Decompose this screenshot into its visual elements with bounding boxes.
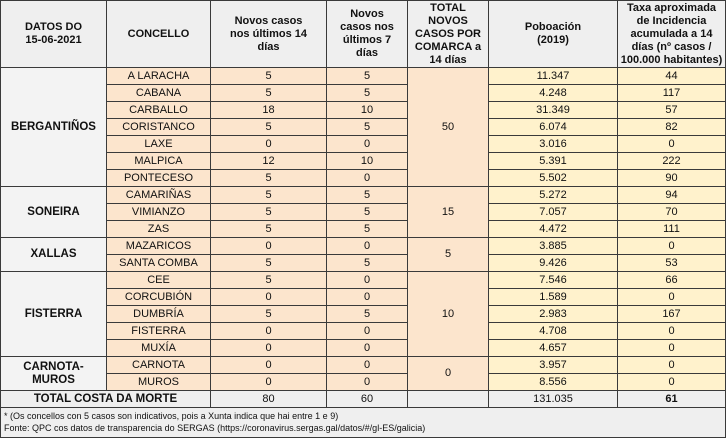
concello-name: DUMBRÍA xyxy=(107,306,211,323)
concello-name: FISTERRA xyxy=(107,323,211,340)
cases-14-days: 18 xyxy=(211,102,327,119)
cases-7-days: 5 xyxy=(327,119,408,136)
concello-name: CARBALLO xyxy=(107,102,211,119)
incidence-rate: 0 xyxy=(618,289,726,306)
concello-name: MUROS xyxy=(107,374,211,391)
table-row xyxy=(1,102,726,119)
cases-7-days: 5 xyxy=(327,306,408,323)
population: 3.016 xyxy=(489,136,618,153)
cases-14-days: 12 xyxy=(211,153,327,170)
concello-name: A LARACHA xyxy=(107,68,211,85)
cases-7-days: 0 xyxy=(327,340,408,357)
cases-7-days: 0 xyxy=(327,238,408,255)
total-cases-7: 60 xyxy=(327,391,408,408)
population: 4.248 xyxy=(489,85,618,102)
total-label: TOTAL COSTA DA MORTE xyxy=(1,391,211,408)
incidence-rate: 167 xyxy=(618,306,726,323)
cases-7-days: 5 xyxy=(327,187,408,204)
concello-name: CABANA xyxy=(107,85,211,102)
header-total-comarca: TOTAL NOVOS CASOS POR COMARCA a 14 días xyxy=(408,1,489,68)
cases-14-days: 5 xyxy=(211,119,327,136)
cases-14-days: 5 xyxy=(211,170,327,187)
population: 1.589 xyxy=(489,289,618,306)
cases-14-days: 5 xyxy=(211,272,327,289)
cases-14-days: 5 xyxy=(211,85,327,102)
table-row xyxy=(1,272,726,289)
incidence-rate: 90 xyxy=(618,170,726,187)
cases-7-days: 0 xyxy=(327,289,408,306)
cases-7-days: 0 xyxy=(327,170,408,187)
cases-14-days: 0 xyxy=(211,357,327,374)
header-cases-14: Novos casos nos últimos 14 días xyxy=(211,1,327,68)
population: 5.391 xyxy=(489,153,618,170)
table-row xyxy=(1,187,726,204)
concello-name: PONTECESO xyxy=(107,170,211,187)
cases-7-days: 5 xyxy=(327,85,408,102)
incidence-rate: 94 xyxy=(618,187,726,204)
source-note: Fonte: QPC cos datos de transparencia do SERGAS (https://coronavirus.sergas.gal/datos/#/gl-ES/galicia) xyxy=(4,423,426,433)
population: 6.074 xyxy=(489,119,618,136)
footnote: * (Os concellos con 5 casos son indicativos, pois a Xunta indica que hai entre 1 e 9) xyxy=(4,411,339,421)
population: 2.983 xyxy=(489,306,618,323)
table-row xyxy=(1,170,726,187)
cases-14-days: 5 xyxy=(211,255,327,272)
cases-7-days: 0 xyxy=(327,374,408,391)
cases-14-days: 5 xyxy=(211,68,327,85)
total-population: 131.035 xyxy=(489,391,618,408)
incidence-rate: 0 xyxy=(618,238,726,255)
table-row xyxy=(1,306,726,323)
table-row xyxy=(1,255,726,272)
incidence-rate: 70 xyxy=(618,204,726,221)
incidence-rate: 82 xyxy=(618,119,726,136)
cases-14-days: 0 xyxy=(211,374,327,391)
comarca-name: XALLAS xyxy=(1,238,107,272)
concello-name: CEE xyxy=(107,272,211,289)
comarca-total: 0 xyxy=(408,357,489,391)
header-row xyxy=(1,1,726,68)
incidence-rate: 66 xyxy=(618,272,726,289)
total-row xyxy=(1,391,726,408)
population: 4.472 xyxy=(489,221,618,238)
table-body xyxy=(1,68,726,391)
total-cases-14: 80 xyxy=(211,391,327,408)
cases-7-days: 5 xyxy=(327,204,408,221)
concello-name: ZAS xyxy=(107,221,211,238)
total-comarca-empty xyxy=(408,391,489,408)
cases-14-days: 5 xyxy=(211,306,327,323)
cases-14-days: 5 xyxy=(211,221,327,238)
cases-7-days: 0 xyxy=(327,136,408,153)
table-row xyxy=(1,153,726,170)
incidence-rate: 53 xyxy=(618,255,726,272)
table-row xyxy=(1,238,726,255)
notes-row xyxy=(1,408,726,438)
cases-7-days: 10 xyxy=(327,102,408,119)
notes-cell xyxy=(1,408,726,438)
incidence-rate: 0 xyxy=(618,323,726,340)
table-row xyxy=(1,204,726,221)
population: 8.556 xyxy=(489,374,618,391)
population: 3.957 xyxy=(489,357,618,374)
comarca-total: 15 xyxy=(408,187,489,238)
population: 4.657 xyxy=(489,340,618,357)
header-cases-7: Novos casos nos últimos 7 días xyxy=(327,1,408,68)
cases-14-days: 0 xyxy=(211,238,327,255)
incidence-rate: 0 xyxy=(618,357,726,374)
comarca-name: BERGANTIÑOS xyxy=(1,68,107,187)
incidence-rate: 0 xyxy=(618,374,726,391)
concello-name: CARNOTA xyxy=(107,357,211,374)
concello-name: VIMIANZO xyxy=(107,204,211,221)
concello-name: MAZARICOS xyxy=(107,238,211,255)
cases-7-days: 0 xyxy=(327,272,408,289)
concello-name: CAMARIÑAS xyxy=(107,187,211,204)
concello-name: MALPICA xyxy=(107,153,211,170)
table-row xyxy=(1,68,726,85)
population: 31.349 xyxy=(489,102,618,119)
table-row xyxy=(1,289,726,306)
concello-name: SANTA COMBA xyxy=(107,255,211,272)
cases-7-days: 0 xyxy=(327,323,408,340)
table-row xyxy=(1,221,726,238)
population: 7.057 xyxy=(489,204,618,221)
cases-14-days: 5 xyxy=(211,187,327,204)
comarca-name: CARNOTA-MUROS xyxy=(1,357,107,391)
cases-14-days: 0 xyxy=(211,136,327,153)
comarca-total: 10 xyxy=(408,272,489,357)
comarca-name: FISTERRA xyxy=(1,272,107,357)
total-rate: 61 xyxy=(618,391,726,408)
incidence-rate: 0 xyxy=(618,136,726,153)
population: 7.546 xyxy=(489,272,618,289)
comarca-total: 5 xyxy=(408,238,489,272)
table-row xyxy=(1,340,726,357)
cases-7-days: 5 xyxy=(327,255,408,272)
concello-name: CORISTANCO xyxy=(107,119,211,136)
comarca-total: 50 xyxy=(408,68,489,187)
population: 5.272 xyxy=(489,187,618,204)
table-row xyxy=(1,136,726,153)
cases-7-days: 10 xyxy=(327,153,408,170)
population: 4.708 xyxy=(489,323,618,340)
table-row xyxy=(1,374,726,391)
header-population: Poboación (2019) xyxy=(489,1,618,68)
cases-14-days: 0 xyxy=(211,340,327,357)
population: 9.426 xyxy=(489,255,618,272)
cases-14-days: 0 xyxy=(211,323,327,340)
incidence-rate: 117 xyxy=(618,85,726,102)
incidence-rate: 111 xyxy=(618,221,726,238)
incidence-rate: 222 xyxy=(618,153,726,170)
concello-name: LAXE xyxy=(107,136,211,153)
incidence-rate: 0 xyxy=(618,340,726,357)
table-row xyxy=(1,85,726,102)
cases-14-days: 0 xyxy=(211,289,327,306)
cases-7-days: 0 xyxy=(327,357,408,374)
comarca-name: SONEIRA xyxy=(1,187,107,238)
table-row xyxy=(1,119,726,136)
header-concello: CONCELLO xyxy=(107,1,211,68)
incidence-rate: 44 xyxy=(618,68,726,85)
header-incidence: Taxa aproximada de Incidencia acumulada a 14 días (nº casos / 100.000 habitantes) xyxy=(618,1,726,68)
population: 11.347 xyxy=(489,68,618,85)
population: 5.502 xyxy=(489,170,618,187)
concello-name: CORCUBIÓN xyxy=(107,289,211,306)
cases-14-days: 5 xyxy=(211,204,327,221)
header-date: DATOS DO 15-06-2021 xyxy=(1,1,107,68)
table-row xyxy=(1,357,726,374)
table-row xyxy=(1,323,726,340)
concello-name: MUXÍA xyxy=(107,340,211,357)
incidence-rate: 57 xyxy=(618,102,726,119)
cases-7-days: 5 xyxy=(327,221,408,238)
cases-7-days: 5 xyxy=(327,68,408,85)
population: 3.885 xyxy=(489,238,618,255)
